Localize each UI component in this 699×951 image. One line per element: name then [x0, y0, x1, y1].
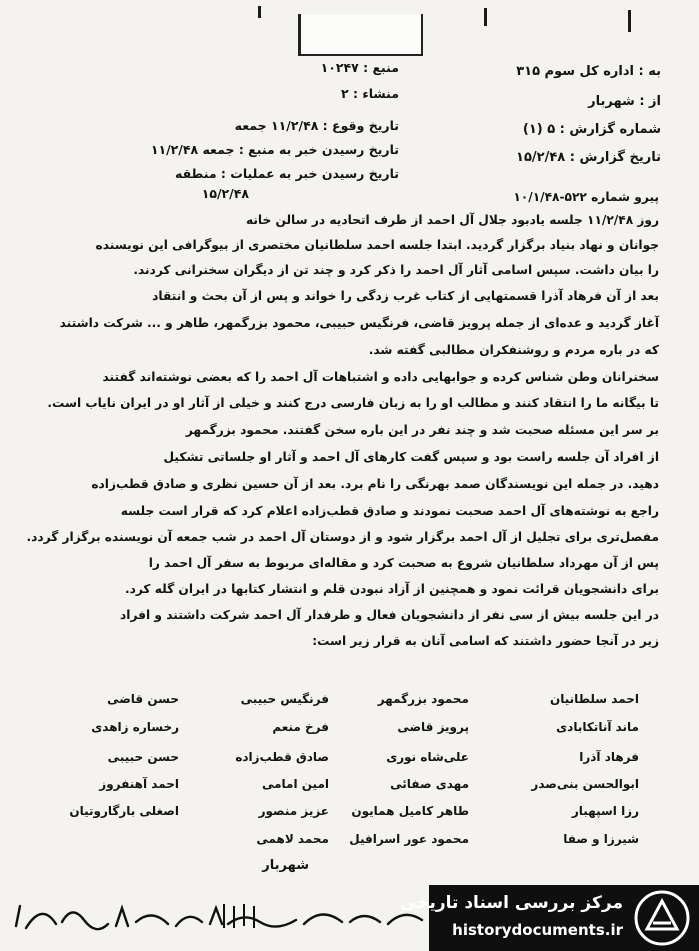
attendee-name: عزیز منصور: [258, 804, 329, 818]
attendee-name: فرنگیس حبیبی: [240, 692, 329, 706]
attendee-name: احمد سلطانیان: [550, 692, 639, 706]
body-line: روز ۱۱/۲/۴۸ جلسه یادبود جلال آل احمد از طرف اتحادیه در سالن خانه: [245, 213, 659, 227]
attendee-name: محمد لاهمی: [256, 832, 329, 846]
body-line: زیر در آنجا حضور داشتند که اسامی آنان به قرار زیر است:: [312, 634, 659, 648]
attendee-name: امین امامی: [261, 777, 329, 791]
attendee-name: مهدی صفائی: [390, 777, 469, 791]
body-line: دهید. در جمله این نویسندگان صمد بهرنگی را نام برد. بعد از آن حسین نظری و صادق قطب‌زاده: [91, 477, 659, 491]
body-line: برای دانشجویان قرائت نمود و همچنین از آزاد نبودن قلم و انتشار کتابها در ایران گله کرد.: [124, 582, 659, 596]
attendee-name: محمود بزرگمهر: [377, 692, 469, 706]
archive-logo-icon: [633, 889, 691, 947]
attendee-name: شیرزا و صفا: [563, 832, 639, 846]
header-sender: از : شهربار: [588, 94, 661, 109]
header-ops-received-date: تاریخ رسیدن خبر به عملیات : منطقه: [174, 166, 399, 181]
attendee-name: پرویز قاضی: [397, 720, 469, 734]
sign-off-sender: شهربار: [262, 858, 309, 873]
header-event-date: تاریخ وقوع : ۱۱/۲/۴۸ جمعه: [234, 118, 399, 133]
body-line: جوانان و نهاد بنیاد برگزار گردید. ابتدا جلسه احمد سلطانیان مختصری از بیوگرافی این نویسنده: [95, 238, 659, 252]
body-line: از افراد آن جلسه راست بود و سپس گفت کارهای آل احمد و آثار او جلساتی تشکیل: [163, 450, 659, 464]
attendee-name: محمود عور اسرافیل: [349, 832, 469, 846]
body-line: مفصل‌تری برای تجلیل از آل احمد برگزار شود و از دوستان آل احمد در شب جمعه آن نویسنده برگزار گردد.: [26, 530, 659, 544]
header-received-date: تاریخ رسیدن خبر به منبع : جمعه ۱۱/۲/۴۸: [150, 142, 399, 157]
body-line: بر سر این مسئله صحبت شد و چند نفر در این باره سخن گفتند. محمود بزرگمهر: [185, 423, 659, 437]
attendee-name: رخساره زاهدی: [91, 720, 179, 734]
top-mark: [484, 8, 487, 26]
watermark-title: مرکز بررسی اسناد تاریخی: [400, 893, 623, 913]
body-line: پیرو شماره ۵۲۲-۱۰/۱/۴۸: [513, 190, 659, 204]
attendee-name: حسن قاضی: [107, 692, 179, 706]
body-line: پس از آن مهرداد سلطانیان شروع به صحبت کرد و مقاله‌ای مربوط به سفر آل احمد را: [148, 556, 659, 570]
attendee-name: اصغلی بارگاروتیان: [69, 804, 179, 818]
redacted-stamp-box: [298, 14, 423, 56]
attendee-name: فرهاد آذرا: [579, 750, 639, 764]
attendee-name: فرخ منعم: [272, 720, 329, 734]
header-report-number: شماره گزارش : ۵ (۱): [522, 122, 661, 137]
body-line: را بیان داشت. سپس اسامی آثار آل احمد را ذکر کرد و چند تن از دیگران سخنرانی کردند.: [133, 263, 659, 277]
body-line: آغاز گردید و عده‌ای از جمله پرویز قاضی، فرنگیس حبیبی، محمود بزرگمهر، طاهر و ... شرکت داشتند: [59, 316, 659, 330]
header-source: منبع : ۱۰۲۴۷: [320, 60, 399, 75]
header-recipient: به : اداره کل سوم ۳۱۵: [516, 64, 661, 79]
attendee-name: صادق قطب‌زاده: [235, 750, 329, 764]
handwritten-annotation: [12, 898, 432, 932]
body-line: سخنرانان وطن شناس کرده و جوابهایی داده و اشتباهات آل احمد را که بعضی نوشته‌اند گفتند: [102, 370, 659, 384]
attendee-name: احمد آهنفروز: [99, 777, 179, 791]
top-mark: [628, 10, 631, 32]
attendee-name: رزا اسپهبار: [571, 804, 639, 818]
body-line: در این جلسه بیش از سی نفر از دانشجویان فعال و طرفدار آل احمد شرکت داشتند و افراد: [120, 608, 659, 622]
body-line: که در باره مردم و روشنفکران مطالبی گفته شد.: [368, 343, 659, 357]
watermark-site: historydocuments.ir: [452, 921, 623, 939]
body-line: بعد از آن فرهاد آذرا قسمتهایی از کتاب غرب زدگی را خواند و پس از آن بحث و انتقاد: [152, 289, 659, 303]
body-line: تا بیگانه ما را انتقاد کنند و مطالب او را به زبان فارسی درج کنند و خیلی از آثار او در ایران نایاب است.: [47, 396, 659, 410]
attendee-name: ماند آناتکابادی: [556, 720, 639, 734]
attendee-name: ابوالحسن بنی‌صدر: [531, 777, 639, 791]
header-origin: منشاء : ۲: [341, 86, 399, 101]
header-ops-date-value: ۱۵/۲/۴۸: [201, 186, 249, 201]
body-line: راجع به نوشته‌های آل احمد صحبت نمودند و صادق قطب‌زاده اعلام کرد که قرار است جلسه: [120, 504, 659, 518]
attendee-name: طاهر کامیل همایون: [351, 804, 469, 818]
attendee-name: حسن حبیبی: [107, 750, 179, 764]
header-report-date: تاریخ گزارش : ۱۵/۲/۴۸: [516, 150, 661, 165]
attendee-name: علی‌شاه نوری: [386, 750, 469, 764]
top-mark: [258, 6, 261, 18]
